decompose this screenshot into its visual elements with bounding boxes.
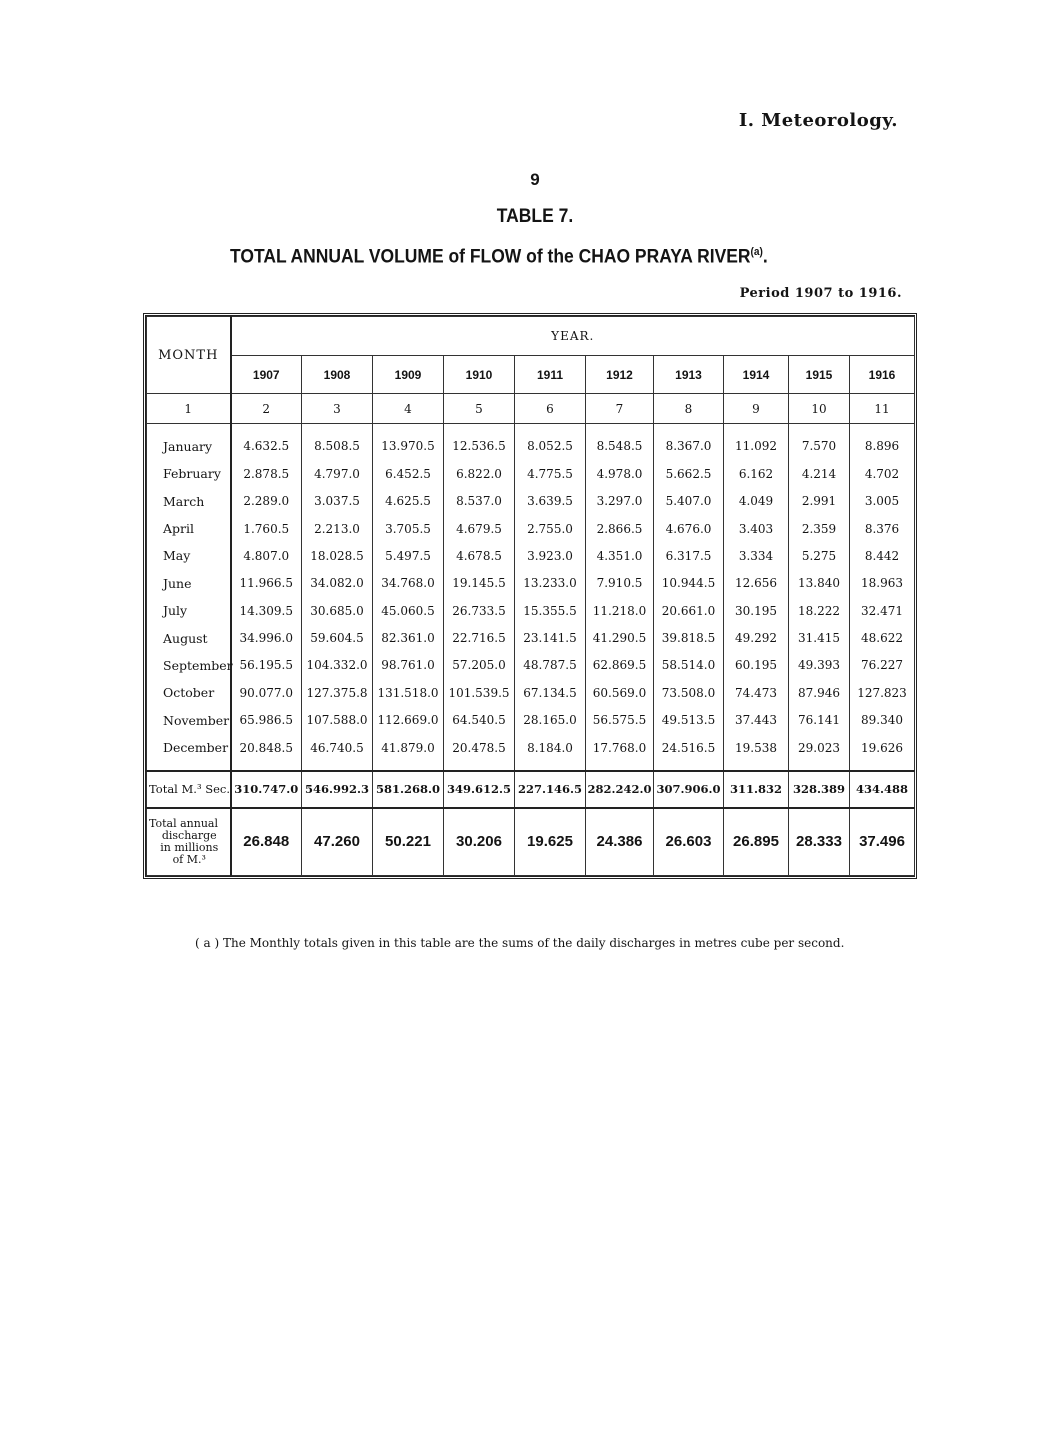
flow-value-cell: 76.141 — [789, 706, 850, 733]
annual-discharge-value-cell: 19.625 — [515, 808, 586, 876]
month-label: April — [147, 515, 231, 542]
flow-value-cell: 2.289.0 — [231, 487, 302, 514]
flow-value-cell: 87.946 — [789, 679, 850, 706]
flow-value-cell: 127.823 — [850, 679, 915, 706]
flow-value-cell: 101.539.5 — [444, 679, 515, 706]
month-label: October — [147, 679, 231, 706]
flow-value-cell: 8.052.5 — [515, 424, 586, 460]
flow-value-cell: 30.195 — [724, 597, 789, 624]
flow-value-cell: 4.807.0 — [231, 542, 302, 569]
flow-value-cell: 1.760.5 — [231, 515, 302, 542]
annual-discharge-value-cell: 37.496 — [850, 808, 915, 876]
flow-value-cell: 74.473 — [724, 679, 789, 706]
flow-value-cell: 3.037.5 — [302, 487, 373, 514]
column-number-cell: 1 — [147, 394, 231, 424]
table-row — [147, 460, 915, 487]
flow-value-cell: 8.376 — [850, 515, 915, 542]
flow-value-cell: 5.275 — [789, 542, 850, 569]
annual-discharge-value-cell: 30.206 — [444, 808, 515, 876]
flow-value-cell: 41.879.0 — [373, 734, 444, 761]
flow-value-cell: 2.359 — [789, 515, 850, 542]
flow-value-cell: 20.661.0 — [654, 597, 724, 624]
month-label: August — [147, 624, 231, 651]
flow-value-cell: 49.513.5 — [654, 706, 724, 733]
flow-value-cell: 18.963 — [850, 570, 915, 597]
flow-value-cell: 8.442 — [850, 542, 915, 569]
flow-value-cell: 67.134.5 — [515, 679, 586, 706]
flow-value-cell: 56.575.5 — [586, 706, 654, 733]
month-label: November — [147, 706, 231, 733]
flow-value-cell: 4.679.5 — [444, 515, 515, 542]
flow-value-cell: 12.536.5 — [444, 424, 515, 460]
flow-value-cell: 24.516.5 — [654, 734, 724, 761]
year-cell: 1915 — [789, 356, 850, 394]
month-label: January — [147, 424, 231, 460]
flow-value-cell: 49.292 — [724, 624, 789, 651]
column-number-cell: 4 — [373, 394, 444, 424]
flow-value-cell: 22.716.5 — [444, 624, 515, 651]
column-number-cell: 2 — [231, 394, 302, 424]
flow-value-cell: 8.896 — [850, 424, 915, 460]
flow-value-cell: 11.092 — [724, 424, 789, 460]
total-row — [147, 771, 915, 808]
year-cell: 1911 — [515, 356, 586, 394]
table-body — [147, 317, 915, 876]
month-label: December — [147, 734, 231, 761]
flow-value-cell: 104.332.0 — [302, 652, 373, 679]
flow-value-cell: 13.970.5 — [373, 424, 444, 460]
flow-value-cell: 112.669.0 — [373, 706, 444, 733]
flow-value-cell: 32.471 — [850, 597, 915, 624]
section-title: I. Meteorology. — [738, 110, 898, 131]
flow-value-cell: 3.403 — [724, 515, 789, 542]
flow-value-cell: 4.678.5 — [444, 542, 515, 569]
month-label: May — [147, 542, 231, 569]
flow-value-cell: 37.443 — [724, 706, 789, 733]
month-label: February — [147, 460, 231, 487]
flow-value-cell: 10.944.5 — [654, 570, 724, 597]
annual-label-line: in millions — [160, 840, 219, 854]
title-footnote-ref: (a) — [750, 246, 763, 258]
total-value-cell: 282.242.0 — [586, 771, 654, 808]
total-value-cell: 310.747.0 — [231, 771, 302, 808]
total-value-cell: 311.832 — [724, 771, 789, 808]
year-cell: 1912 — [586, 356, 654, 394]
flow-value-cell: 2.213.0 — [302, 515, 373, 542]
flow-value-cell: 12.656 — [724, 570, 789, 597]
flow-value-cell: 48.622 — [850, 624, 915, 651]
flow-value-cell: 56.195.5 — [231, 652, 302, 679]
flow-value-cell: 4.775.5 — [515, 460, 586, 487]
flow-value-cell: 49.393 — [789, 652, 850, 679]
column-number-cell: 6 — [515, 394, 586, 424]
total-value-cell: 434.488 — [850, 771, 915, 808]
table-title-text: TOTAL ANNUAL VOLUME of FLOW of the CHAO PRAYA RIVER — [230, 246, 751, 268]
spacer-cell — [302, 761, 373, 770]
flow-value-cell: 34.082.0 — [302, 570, 373, 597]
flow-value-cell: 2.866.5 — [586, 515, 654, 542]
flow-value-cell: 65.986.5 — [231, 706, 302, 733]
annual-discharge-value-cell: 47.260 — [302, 808, 373, 876]
flow-value-cell: 18.222 — [789, 597, 850, 624]
year-cell: 1910 — [444, 356, 515, 394]
flow-value-cell: 29.023 — [789, 734, 850, 761]
flow-value-cell: 28.165.0 — [515, 706, 586, 733]
total-value-cell: 227.146.5 — [515, 771, 586, 808]
flow-value-cell: 5.662.5 — [654, 460, 724, 487]
year-cell: 1907 — [231, 356, 302, 394]
annual-label-line: Total annual — [149, 816, 218, 830]
annual-label-line: of M.³ — [172, 852, 206, 866]
flow-value-cell: 45.060.5 — [373, 597, 444, 624]
flow-value-cell: 20.478.5 — [444, 734, 515, 761]
flow-value-cell: 13.840 — [789, 570, 850, 597]
month-label: July — [147, 597, 231, 624]
column-number-cell: 11 — [850, 394, 915, 424]
total-value-cell: 328.389 — [789, 771, 850, 808]
spacer-cell — [789, 761, 850, 770]
column-number-cell: 3 — [302, 394, 373, 424]
flow-value-cell: 6.162 — [724, 460, 789, 487]
flow-value-cell: 30.685.0 — [302, 597, 373, 624]
table-row — [147, 424, 915, 460]
annual-discharge-value-cell: 28.333 — [789, 808, 850, 876]
spacer-cell — [654, 761, 724, 770]
flow-value-cell: 2.755.0 — [515, 515, 586, 542]
annual-discharge-label — [147, 808, 231, 876]
year-cell: 1908 — [302, 356, 373, 394]
flow-value-cell: 11.218.0 — [586, 597, 654, 624]
flow-value-cell: 3.005 — [850, 487, 915, 514]
year-header: YEAR. — [231, 317, 915, 356]
flow-value-cell: 2.991 — [789, 487, 850, 514]
month-label: September — [147, 652, 231, 679]
spacer-row — [147, 761, 915, 770]
flow-value-cell: 7.910.5 — [586, 570, 654, 597]
table-row — [147, 706, 915, 733]
flow-value-cell: 18.028.5 — [302, 542, 373, 569]
annual-discharge-value-cell: 26.603 — [654, 808, 724, 876]
flow-value-cell: 3.334 — [724, 542, 789, 569]
flow-value-cell: 64.540.5 — [444, 706, 515, 733]
spacer-cell — [850, 761, 915, 770]
flow-value-cell: 4.351.0 — [586, 542, 654, 569]
flow-value-cell: 6.317.5 — [654, 542, 724, 569]
table-row — [147, 734, 915, 761]
flow-value-cell: 4.632.5 — [231, 424, 302, 460]
header-row-year — [147, 317, 915, 356]
year-cell: 1909 — [373, 356, 444, 394]
year-cell: 1916 — [850, 356, 915, 394]
flow-value-cell: 3.923.0 — [515, 542, 586, 569]
flow-value-cell: 107.588.0 — [302, 706, 373, 733]
spacer-cell — [231, 761, 302, 770]
flow-value-cell: 46.740.5 — [302, 734, 373, 761]
flow-value-cell: 8.367.0 — [654, 424, 724, 460]
column-number-cell: 5 — [444, 394, 515, 424]
flow-value-cell: 4.049 — [724, 487, 789, 514]
flow-value-cell: 7.570 — [789, 424, 850, 460]
page-number: 9 — [530, 170, 540, 189]
column-number-cell: 8 — [654, 394, 724, 424]
flow-table — [146, 316, 915, 876]
flow-value-cell: 58.514.0 — [654, 652, 724, 679]
flow-value-cell: 31.415 — [789, 624, 850, 651]
flow-value-cell: 5.497.5 — [373, 542, 444, 569]
flow-value-cell: 19.538 — [724, 734, 789, 761]
table-row — [147, 515, 915, 542]
column-number-cell: 7 — [586, 394, 654, 424]
total-value-cell: 581.268.0 — [373, 771, 444, 808]
flow-value-cell: 60.195 — [724, 652, 789, 679]
flow-value-cell: 98.761.0 — [373, 652, 444, 679]
table-row — [147, 652, 915, 679]
annual-discharge-value-cell: 24.386 — [586, 808, 654, 876]
flow-value-cell: 3.639.5 — [515, 487, 586, 514]
flow-value-cell: 4.676.0 — [654, 515, 724, 542]
annual-discharge-value-cell: 26.848 — [231, 808, 302, 876]
month-header: MONTH — [147, 317, 231, 394]
flow-value-cell: 6.452.5 — [373, 460, 444, 487]
flow-value-cell: 5.407.0 — [654, 487, 724, 514]
table-row — [147, 624, 915, 651]
month-label: June — [147, 570, 231, 597]
flow-value-cell: 26.733.5 — [444, 597, 515, 624]
flow-value-cell: 39.818.5 — [654, 624, 724, 651]
flow-value-cell: 57.205.0 — [444, 652, 515, 679]
month-label: March — [147, 487, 231, 514]
flow-value-cell: 34.996.0 — [231, 624, 302, 651]
flow-value-cell: 59.604.5 — [302, 624, 373, 651]
flow-value-cell: 4.625.5 — [373, 487, 444, 514]
flow-value-cell: 15.355.5 — [515, 597, 586, 624]
spacer-cell — [373, 761, 444, 770]
flow-value-cell: 3.297.0 — [586, 487, 654, 514]
flow-value-cell: 73.508.0 — [654, 679, 724, 706]
flow-value-cell: 82.361.0 — [373, 624, 444, 651]
flow-value-cell: 20.848.5 — [231, 734, 302, 761]
flow-value-cell: 4.214 — [789, 460, 850, 487]
annual-discharge-value-cell: 26.895 — [724, 808, 789, 876]
flow-value-cell: 19.626 — [850, 734, 915, 761]
spacer-cell — [586, 761, 654, 770]
flow-value-cell: 8.184.0 — [515, 734, 586, 761]
table-number: TABLE 7. — [496, 206, 574, 227]
spacer-cell — [724, 761, 789, 770]
table-row — [147, 679, 915, 706]
period-label: Period 1907 to 1916. — [739, 286, 902, 301]
table-row — [147, 570, 915, 597]
flow-value-cell: 34.768.0 — [373, 570, 444, 597]
flow-value-cell: 89.340 — [850, 706, 915, 733]
flow-value-cell: 8.508.5 — [302, 424, 373, 460]
table-row — [147, 487, 915, 514]
flow-value-cell: 13.233.0 — [515, 570, 586, 597]
flow-value-cell: 60.569.0 — [586, 679, 654, 706]
flow-value-cell: 2.878.5 — [231, 460, 302, 487]
header-row-column-numbers — [147, 394, 915, 424]
annual-discharge-value-cell: 50.221 — [373, 808, 444, 876]
flow-value-cell: 76.227 — [850, 652, 915, 679]
flow-value-cell: 4.702 — [850, 460, 915, 487]
table-row — [147, 597, 915, 624]
year-cell: 1914 — [724, 356, 789, 394]
total-value-cell: 349.612.5 — [444, 771, 515, 808]
flow-value-cell: 17.768.0 — [586, 734, 654, 761]
annual-label-line: discharge — [161, 828, 217, 842]
total-value-cell: 307.906.0 — [654, 771, 724, 808]
spacer-cell — [444, 761, 515, 770]
total-label: Total M.³ Sec. — [147, 771, 231, 808]
table-title: TOTAL ANNUAL VOLUME of FLOW of the CHAO PRAYA RIVER$^{(a)}$. — [230, 246, 768, 268]
flow-value-cell: 90.077.0 — [231, 679, 302, 706]
annual-discharge-row — [147, 808, 915, 876]
flow-value-cell: 14.309.5 — [231, 597, 302, 624]
table-row — [147, 542, 915, 569]
spacer-cell — [147, 761, 231, 770]
header-row-years — [147, 356, 915, 394]
flow-value-cell: 131.518.0 — [373, 679, 444, 706]
flow-value-cell: 4.978.0 — [586, 460, 654, 487]
flow-value-cell: 23.141.5 — [515, 624, 586, 651]
flow-value-cell: 41.290.5 — [586, 624, 654, 651]
spacer-cell — [515, 761, 586, 770]
flow-value-cell: 8.548.5 — [586, 424, 654, 460]
flow-value-cell: 6.822.0 — [444, 460, 515, 487]
flow-value-cell: 3.705.5 — [373, 515, 444, 542]
flow-value-cell: 19.145.5 — [444, 570, 515, 597]
flow-value-cell: 11.966.5 — [231, 570, 302, 597]
flow-value-cell: 8.537.0 — [444, 487, 515, 514]
flow-value-cell: 127.375.8 — [302, 679, 373, 706]
column-number-cell: 9 — [724, 394, 789, 424]
flow-value-cell: 48.787.5 — [515, 652, 586, 679]
column-number-cell: 10 — [789, 394, 850, 424]
total-value-cell: 546.992.3 — [302, 771, 373, 808]
year-cell: 1913 — [654, 356, 724, 394]
flow-value-cell: 62.869.5 — [586, 652, 654, 679]
footnote: ( a ) The Monthly totals given in this table are the sums of the daily discharges in metres cube per second. — [195, 936, 845, 950]
flow-value-cell: 4.797.0 — [302, 460, 373, 487]
